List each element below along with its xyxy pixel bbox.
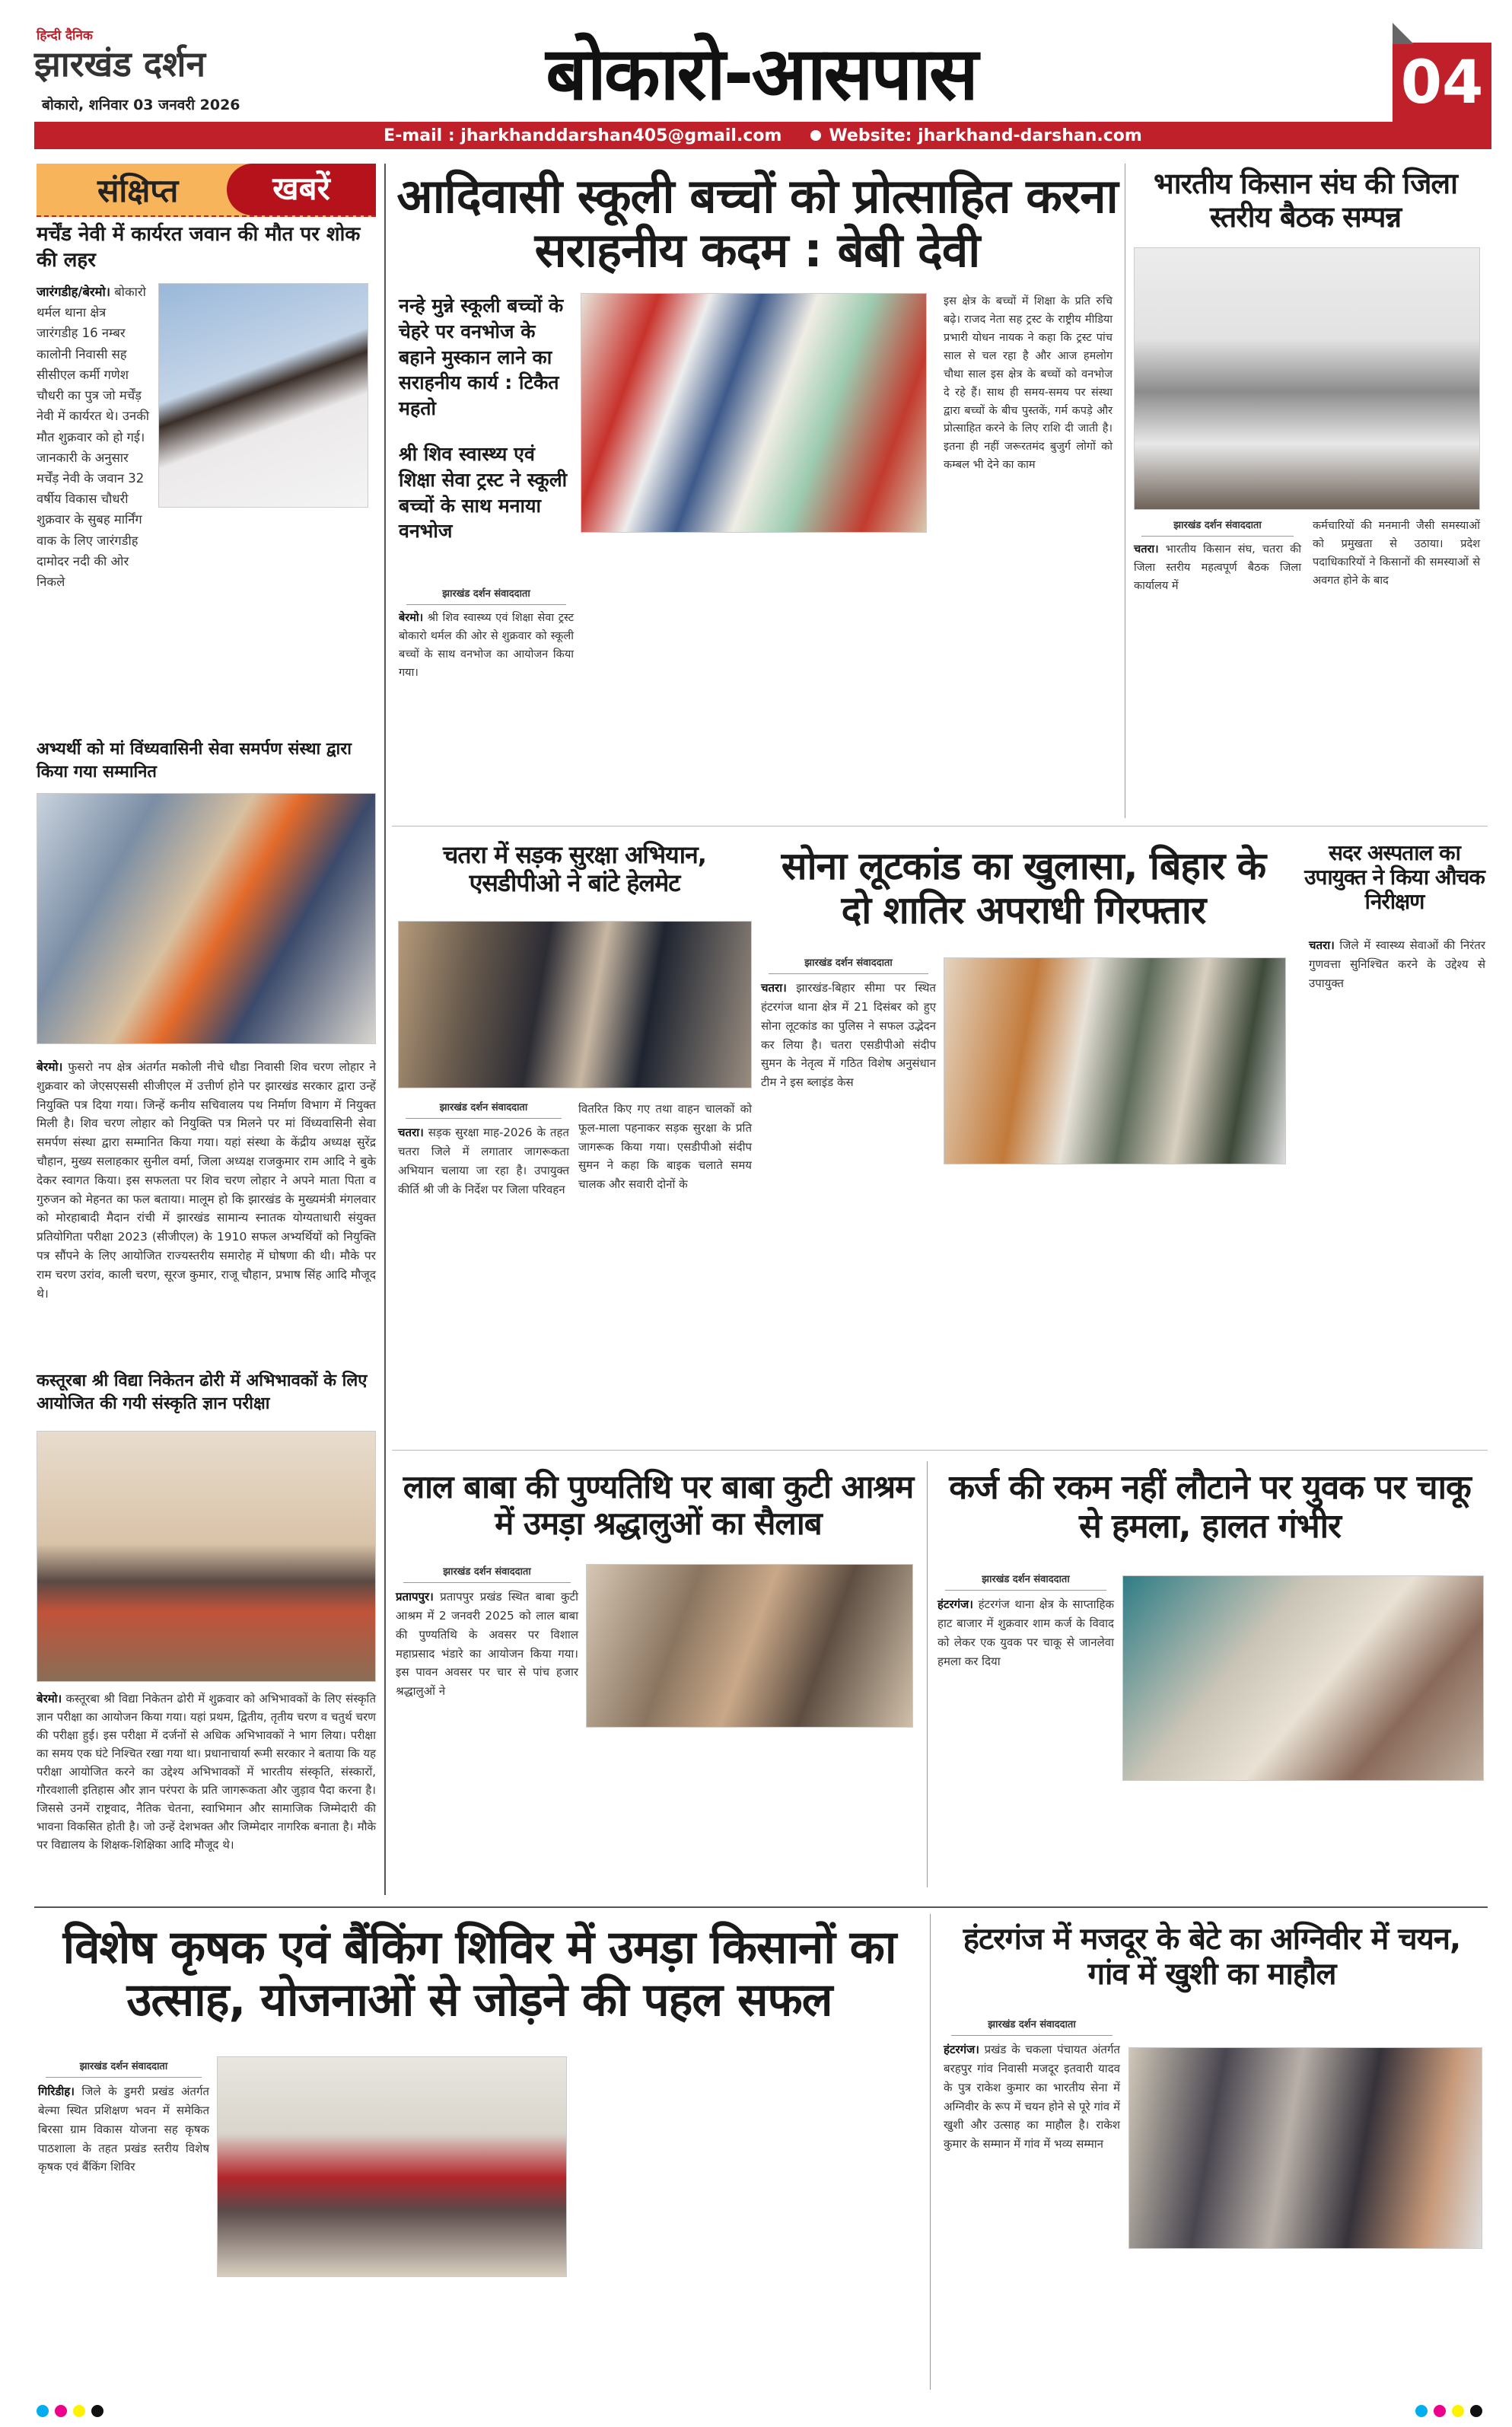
karj-body: झारखंड दर्शन संवाददाता हंटरगंज। हंटरगंज थाना क्षेत्र के साप्ताहिक हाट बाजार में शुक्रवार शाम कर्ज के विवाद को लेकर एक युवक पर चाकू से जानलेवा हमला कर दिया — [937, 1572, 1114, 1887]
brief-3-photo-exam-hall — [37, 1431, 376, 1682]
dateline: बोकारो, शनिवार 03 जनवरी 2026 — [42, 97, 240, 113]
kisan-headline: भारतीय किसान संघ की जिला स्तरीय बैठक सम्पन्न — [1153, 167, 1458, 234]
helmet-headline: चतरा में सड़क सुरक्षा अभियान, एसडीपीओ ने बांटे हेलमेट — [443, 840, 706, 897]
lalbaba-headline: लाल बाबा की पुण्यतिथि पर बाबा कुटी आश्रम में उमड़ा श्रद्धालुओं का सैलाब — [403, 1468, 914, 1543]
gold-body: झारखंड दर्शन संवाददाता चतरा। झारखंड-बिहार सीमा पर स्थित हंटरगंज थाना क्षेत्र में 21 दिसंबर को हुए सोना लूटकांड का पुलिस ने सफल उद्भेदन कर लिया है। चतरा एसडीपीओ संदीप सुमन के नेतृत्व में गठित विशेष अनुसंधान टीम ने इस ब्लाइंड केस — [761, 955, 936, 1431]
registration-dot — [55, 2405, 67, 2417]
page-number-tab — [1393, 43, 1491, 123]
masthead — [0, 0, 1512, 152]
registration-dot — [1470, 2405, 1482, 2417]
lead-headline: आदिवासी स्कूली बच्चों को प्रोत्साहित करना सराहनीय कदम : बेबी देवी — [396, 168, 1118, 279]
briefs-banner-left: संक्षिप्त — [97, 172, 179, 209]
lead-body-left: झारखंड दर्शन संवाददाता बेरमो। श्री शिव स्वास्थ्य एवं शिक्षा सेवा ट्रस्ट बोकारो थर्मल की ओर से शुक्रवार को स्कूली बच्चों के साथ वनभोज का आयोजन किया गया। — [399, 586, 574, 814]
lead-deck-1: नन्हे मुन्ने स्कूली बच्चों के चेहरे पर वनभोज के बहाने मुस्कान लाने का सराहनीय कार्य : टिकैत महतो — [399, 295, 564, 419]
helmet-body-right: वितरित किए गए तथा वाहन चालकों को फूल-माला पहनाकर सड़क सुरक्षा के प्रति जागरूक किया गया। एसडीपीओ संदीप सुमन ने कहा कि बाइक चलाते समय चालक और सवारी दोनों के — [578, 1102, 752, 1191]
email-link[interactable]: E-mail : jharkhanddarshan405@gmail.com — [384, 126, 782, 145]
kisan-body-right: कर्मचारियों की मनमानी जैसी समस्याओं को प्रमुखता से उठाया। प्रदेश पदाधिकारियों ने किसानों की समस्याओं से अवगत होने के बाद — [1313, 520, 1480, 587]
brief-1-headline: मर्चेंड नेवी में कार्यरत जवान की मौत पर शोक की लहर — [37, 223, 361, 272]
kisan-photo-meeting — [1134, 247, 1480, 510]
page-tab-fold — [1393, 23, 1414, 44]
lead-body-right: इस क्षेत्र के बच्चों में शिक्षा के प्रति रुचि बढ़े। राजद नेता सह ट्रस्ट के राष्ट्रीय मीडिया प्रभारी योधन नायक ने कहा कि ट्रस्ट पांच साल से चल रहा है और आज हमलोग चौथा साल इस क्षेत्र के बच्चों को वनभोज दे रहे हैं। साथ ही समय-समय पर संस्था द्वारा बच्चों के बीच पुस्तकें, गर्म कपड़े और प्रोत्साहित करने के लिए राशि दी जाती है। इतना ही नहीं जरूरतमंद बुजुर्ग लोगों को कम्बल भी देने का काम — [944, 295, 1113, 472]
website-link[interactable]: Website: jharkhand-darshan.com — [829, 126, 1142, 145]
helmet-photo — [398, 921, 752, 1088]
brief-2-photo-felicitation — [37, 793, 376, 1044]
column-divider — [930, 1914, 931, 2390]
page-number: 04 — [1400, 49, 1484, 117]
karj-headline: कर्ज की रकम नहीं लौटाने पर युवक पर चाकू से हमला, हालत गंभीर — [949, 1468, 1471, 1546]
column-divider — [384, 164, 386, 1895]
briefs-banner-right: खबरें — [227, 164, 376, 215]
helmet-body-left: झारखंड दर्शन संवाददाता चतरा। सड़क सुरक्षा माह-2026 के तहत चतरा जिले में लगातार जागरूकता अभियान चलाया जा रहा है। उपायुक्त कीर्ति श्री जी के निर्देश पर जिला परिवहन — [398, 1100, 569, 1431]
karj-photo-injured — [1122, 1575, 1484, 1781]
bullet-icon — [810, 130, 821, 141]
brief-3-text: बेरमो। कस्तूरबा श्री विद्या निकेतन ढोरी में शुक्रवार को अभिभावकों के लिए संस्कृति ज्ञान परीक्षा का आयोजन किया गया। यहां प्रथम, द्वितीय, तृतीय चरण व चतुर्थ चरण की परीक्षा हुई। इस परीक्षा में दर्जनों से अधिक अभिभावकों ने भाग लिया। परीक्षा का समय एक घंटे निश्चित रखा गया था। प्रधानाचार्या रूमी सरकार ने बताया कि यह परीक्षा आयोजित करने का उद्देश्य अभिभावकों में भारतीय संस्कृति, संस्कारों, गौरवशाली इतिहास और ज्ञान परंपरा के प्रति जागरूकता और जुड़ाव पैदा करना है। जिससे उनमें राष्ट्रवाद, नैतिक चेतना, स्वाभिमान और सामाजिक जिम्मेदारी की भावना विकसित होती है। जो उन्हें देशभक्त और जिम्मेदार नागरिक बनाता है। मौके पर विद्यालय के शिक्षक-शिक्षिका आदि मौजूद थे। — [37, 1692, 376, 1852]
registration-dot — [1415, 2405, 1428, 2417]
agniveer-photo-villagers — [1128, 2047, 1482, 2249]
lead-deck-2: श्री शिव स्वास्थ्य एवं शिक्षा सेवा ट्रस्ट ने स्कूली बच्चों के साथ मनाया वनभोज — [399, 443, 568, 543]
agniveer-headline: हंटरगंज में मजदूर के बेटे का अग्निवीर में चयन, गांव में खुशी का माहौल — [963, 1922, 1461, 1992]
hospital-headline: सदर अस्पताल का उपायुक्त ने किया औचक निरीक्षण — [1304, 840, 1485, 915]
masthead-tagline: हिन्दी दैनिक — [37, 28, 93, 43]
brief-2-text: बेरमो। फुसरो नप क्षेत्र अंतर्गत मकोली नीचे धौडा निवासी शिव चरण लोहार ने शुक्रवार को जेएसएससी सीजीएल में उत्तीर्ण होने पर झारखंड सरकार द्वारा उन्हें नियुक्ति पत्र दिया गया। जिन्हें कनीय सचिवालय पथ निर्माण विभाग में नियुक्त मिली है। शिव चरण लोहार को नियुक्ति पत्र मिलने पर मां विंध्यवासिनी सेवा समर्पण संस्था द्वारा सम्मानित किया गया। यहां संस्था के केंद्रीय अध्यक्ष सुरेंद्र चौहान, मुख्य सलाहकार सुनील वर्मा, जिला अध्यक्ष राजकुमार राम आदि ने बुके देकर स्वागत किया। इस सफलता पर शिव चरण लोहार ने अपने माता पिता व गुरुजन को मेहनत का फल बताया। मालूम हो कि झारखंड के मुख्यमंत्री मंगलवार को मोरहाबादी मैदान रांची में झारखंड सामान्य स्नातक योग्यताधारी संयुक्त प्रतियोगिता परीक्षा 2023 (सीजीएल) के 1910 सफल अभ्यर्थियों को नियुक्ति पत्र सौंपने के लिए आयोजित राज्यस्तरीय समारोह में घोषणा की थी। मौके पर राम चरण उरांव, काली चरण, सूरज कुमार, राजू चौहान, प्रभाष सिंह आदि मौजूद थे। — [37, 1060, 376, 1301]
registration-dot — [1434, 2405, 1446, 2417]
brief-3-headline: कस्तूरबा श्री विद्या निकेतन ढोरी में अभिभावकों के लिए आयोजित की गयी संस्कृति ज्ञान परीक्षा — [37, 1371, 368, 1413]
registration-dot — [91, 2405, 103, 2417]
brief-1-text: जारंगडीह/बेरमो। बोकारो थर्मल थाना क्षेत्र जारंगडीह 16 नम्बर कालोनी निवासी सह सीसीएल कर्मी गणेश चौधरी का पुत्र जो मर्चेंड़ नेवी में कार्यरत थे। उनकी मौत शुक्रवार को हो गई। जानकारी के अनुसार मर्चेंड़ नेवी के जवान 32 वर्षीय विकास चौधरी शुक्रवार के सुबह मार्निंग वाक के लिए जारंगडीह दामोदर नदी की ओर निकले — [37, 285, 150, 590]
row-divider — [392, 1450, 1488, 1451]
brief-1-photo-sailor — [158, 283, 368, 508]
contact-bar — [34, 122, 1491, 149]
newspaper-logo: झारखंड दर्शन — [34, 43, 205, 84]
brief-2-headline: अभ्यर्थी को मां विंध्यवासिनी सेवा समर्पण संस्था द्वारा किया गया सम्मानित — [37, 740, 352, 782]
lalbaba-photo — [586, 1564, 913, 1728]
row-divider — [34, 1906, 1488, 1908]
row-divider — [392, 826, 1488, 827]
brief-article-3 — [37, 1370, 376, 1895]
section-title: बोकारो-आसपास — [546, 31, 976, 116]
brief-article-1 — [37, 222, 376, 747]
krishak-photo-camp — [217, 2056, 567, 2277]
hospital-body: चतरा। जिले में स्वास्थ्य सेवाओं की निरंतर गुणवत्ता सुनिश्चित करने के उद्देश्य से उपायुक्त — [1309, 938, 1485, 990]
lead-photo-event — [581, 293, 927, 533]
brief-article-2 — [37, 738, 376, 1362]
column-divider — [927, 1461, 928, 1887]
gold-photo-arrest — [944, 957, 1286, 1164]
lalbaba-body: झारखंड दर्शन संवाददाता प्रतापपुर। प्रतापपुर प्रखंड स्थित बाबा कुटी आश्रम में 2 जनवरी 2025 को लाल बाबा की पुण्यतिथि के अवसर पर विशाल महाप्रसाद भंडारे का आयोजन किया गया। इस पावन अवसर पर चार से पांच हजार श्रद्धालुओं ने — [396, 1564, 578, 1887]
krishak-body: झारखंड दर्शन संवाददाता गिरिडीह। जिले के डुमरी प्रखंड अंतर्गत बेल्मा स्थित प्रशिक्षण भवन में समेकित बिरसा ग्राम विकास योजना सह कृषक पाठशाला के तहत प्रखंड स्तरीय विशेष कृषक एवं बैंकिंग शिविर — [38, 2059, 209, 2394]
registration-dot — [73, 2405, 85, 2417]
agniveer-body: झारखंड दर्शन संवाददाता हंटरगंज। प्रखंड के चकला पंचायत अंतर्गत बरहपुर गांव निवासी मजदूर इतवारी यादव के पुत्र राकेश कुमार का भारतीय सेना में अग्निवीर के रूप में चयन होने से पूरे गांव में खुशी और उत्साह का माहौल है। राकेश कुमार के सम्मान में गांव में भव्य सम्मान — [944, 2017, 1120, 2390]
krishak-headline: विशेष कृषक एवं बैंकिंग शिविर में उमड़ा किसानों का उत्साह, योजनाओं से जोड़ने की पहल सफल — [62, 1921, 896, 2027]
registration-dot — [37, 2405, 49, 2417]
gold-headline: सोना लूटकांड का खुलासा, बिहार के दो शातिर अपराधी गिरफ्तार — [781, 844, 1266, 932]
registration-dot — [1452, 2405, 1464, 2417]
briefs-banner — [37, 164, 376, 217]
kisan-body-left: झारखंड दर्शन संवाददाता चतरा। भारतीय किसान संघ, चतरा की जिला स्तरीय महत्वपूर्ण बैठक जिला कार्यालय में — [1134, 518, 1301, 814]
